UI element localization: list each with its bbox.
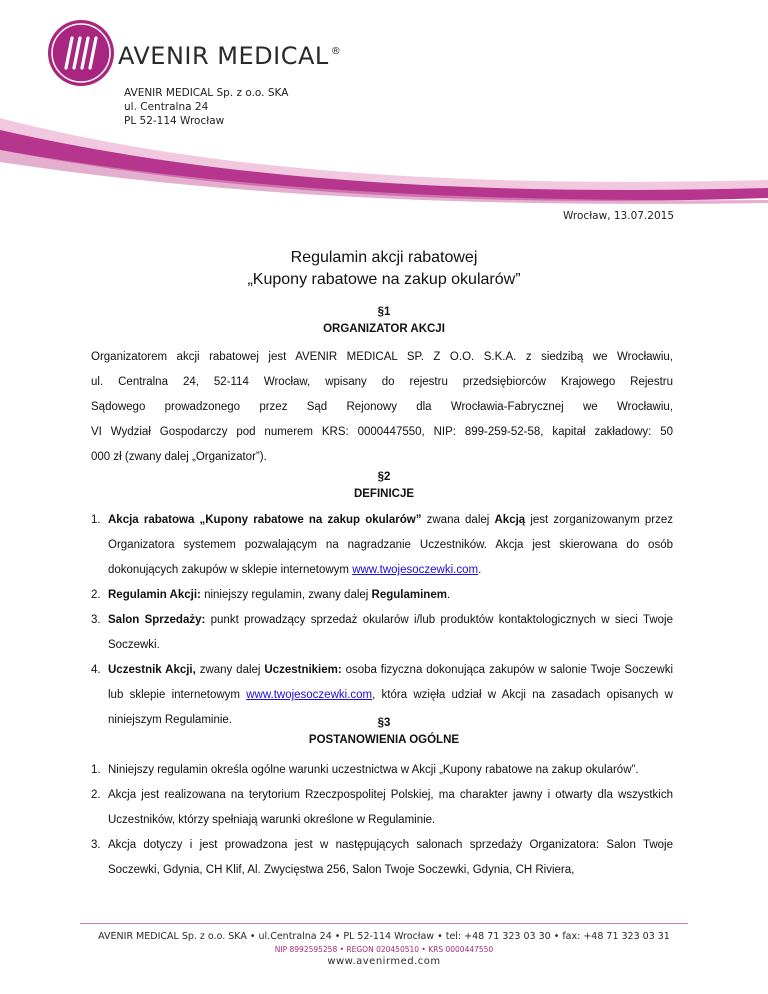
section-1-body: Organizatorem akcji rabatowej jest AVENIR MEDICAL SP. Z O.O. S.K.A. z siedzibą we Wrocławiu, ul. Centralna 24, 52-114 Wrocław, wpisany do rejestru przedsiębiorców Krajowego Rejestru Sądowego prowadzonego przez Sąd Rejonowy dla Wrocławia-Fabrycznej we Wrocławiu, VI Wydział Gospodarczy pod numerem KRS: 0000447550, NIP: 899-259-52-58, kapitał zakładowy: 50 000 zł (zwany dalej „Organizator”). bbox=[91, 351, 673, 463]
footer-divider bbox=[80, 923, 688, 924]
section-2-number: §2 bbox=[377, 471, 391, 483]
definitions-list bbox=[91, 508, 673, 733]
section-1-heading: ORGANIZATOR AKCJI bbox=[323, 323, 445, 335]
list-item: 4. Uczestnik Akcji, zwany dalej Uczestnikiem: osoba fizyczna dokonująca zakupów w salonie Twoje Soczewki lub sklepie internetowym www.twojesoczewki.com, która wzięła udział w Akcji na zasadach opisanych w niniejszym Regulaminie. bbox=[91, 664, 673, 726]
shop-link[interactable]: www.twojesoczewki.com bbox=[352, 564, 479, 576]
general-provisions-list bbox=[91, 758, 673, 883]
list-item: 1. Niniejszy regulamin określa ogólne warunki uczestnictwa w Akcji „Kupony rabatowe na zakup okularów”. bbox=[91, 764, 639, 776]
list-item: 3. Salon Sprzedaży: punkt prowadzący sprzedaż okularów i/lub produktów kontaktologicznych w sieci Twoje Soczewki. bbox=[91, 614, 673, 651]
section-3-number: §3 bbox=[377, 717, 391, 729]
document-title: Regulamin akcji rabatowej bbox=[290, 249, 478, 266]
footer-registry: NIP 8992595258 • REGON 020450510 • KRS 0000447550 bbox=[274, 945, 494, 954]
shop-link[interactable]: www.twojesoczewki.com bbox=[246, 689, 373, 701]
section-2-heading: DEFINICJE bbox=[353, 488, 415, 500]
header-swoosh bbox=[0, 110, 768, 210]
document-date: Wrocław, 13.07.2015 bbox=[563, 210, 674, 222]
company-logo bbox=[46, 18, 342, 88]
company-address: AVENIR MEDICAL Sp. z o.o. SKA ul. Centralna 24 PL 52-114 Wrocław bbox=[124, 87, 289, 127]
list-item: 3. Akcja dotyczy i jest prowadzona jest w następujących salonach sprzedaży Organizatora: Salon Twoje Soczewki, Gdynia, CH Klif, Al. Zwycięstwa 256, Salon Twoje Soczewki, Gdynia, CH Riviera, bbox=[91, 839, 673, 876]
list-item: 2. Regulamin Akcji: niniejszy regulamin, zwany dalej Regulaminem. bbox=[91, 589, 451, 601]
brand-name: AVENIR MEDICAL ® bbox=[118, 42, 342, 70]
logo-emblem-icon bbox=[46, 18, 116, 88]
section-3-heading: POSTANOWIENIA OGÓLNE bbox=[308, 734, 460, 746]
footer-address: AVENIR MEDICAL Sp. z o.o. SKA • ul.Centralna 24 • PL 52-114 Wrocław • tel: +48 71 323 03 30 • fax: +48 71 323 03 31 bbox=[98, 931, 670, 942]
list-item: 2. Akcja jest realizowana na terytorium Rzeczpospolitej Polskiej, ma charakter jawny i otwarty dla wszystkich Uczestników, którzy spełniają warunki określone w Regulaminie. bbox=[91, 789, 673, 826]
list-item: 1. Akcja rabatowa „Kupony rabatowe na zakup okularów” zwana dalej Akcją jest zorganizowanym przez Organizatora systemem pozwalającym na nagradzanie Uczestników. Akcja jest skierowana do osób dokonujących zakupów w sklepie internetowym www.twojesoczewki.com. bbox=[91, 514, 673, 576]
section-1-number: §1 bbox=[377, 306, 391, 318]
document-subtitle: „Kupony rabatowe na zakup okularów” bbox=[247, 271, 521, 288]
footer-website: www.avenirmed.com bbox=[327, 956, 441, 967]
